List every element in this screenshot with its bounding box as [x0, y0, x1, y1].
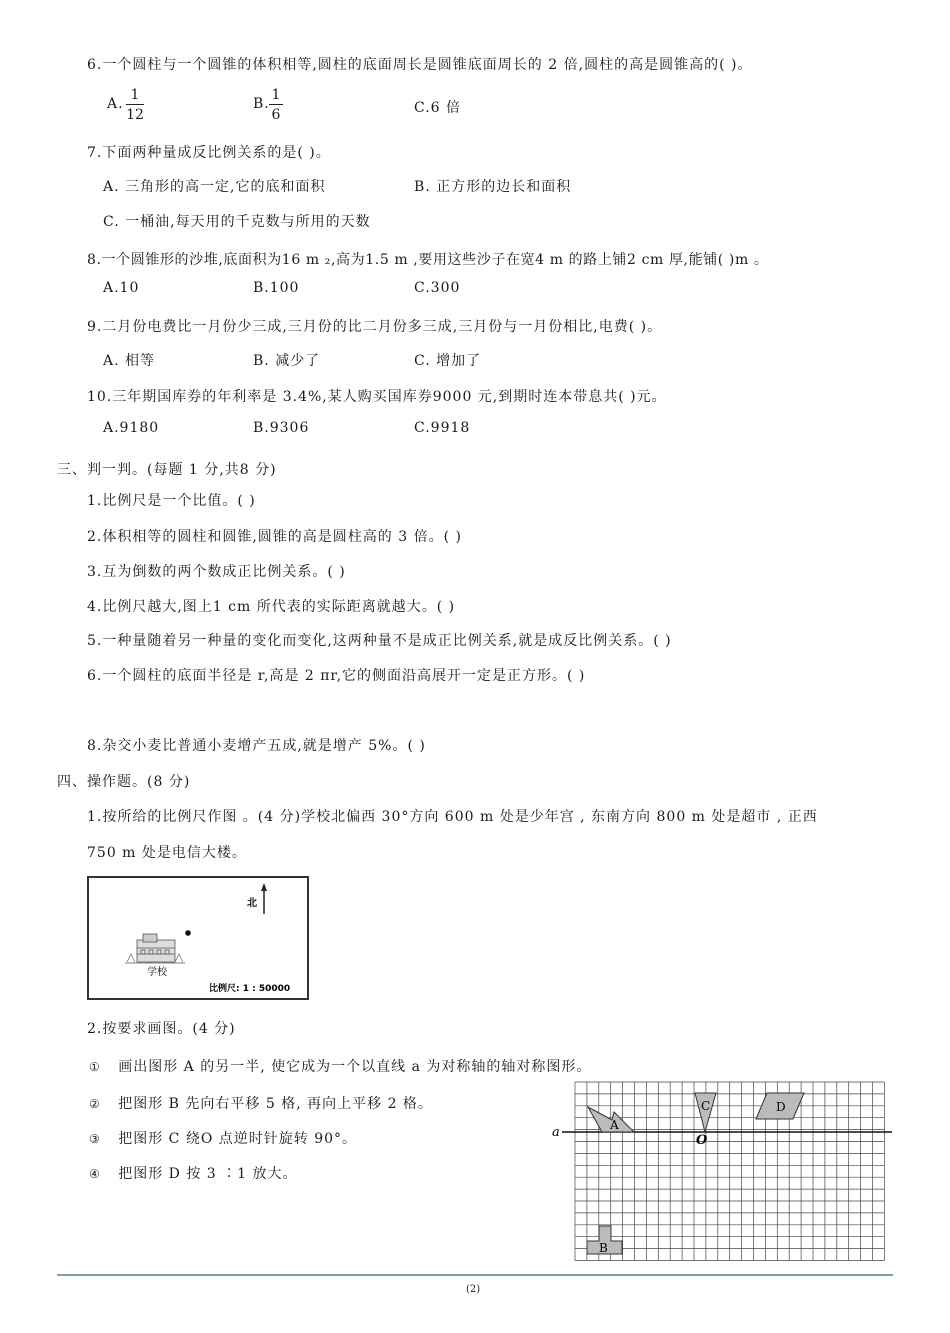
axis-label: a — [552, 1125, 560, 1140]
judge-item: 3.互为倒数的两个数成正比例关系。( ) — [87, 564, 346, 580]
q6-option-c: C.6 倍 — [414, 100, 462, 116]
fraction-numerator: 1 — [271, 87, 281, 103]
q8-option-c: C.300 — [414, 280, 461, 296]
judge-item: 5.一种量随着另一种量的变化而变化,这两种量不是成正比例关系,就是成反比例关系。( ) — [87, 633, 672, 649]
q6-option-b-label: B. — [253, 96, 270, 112]
operation-q1-text: 1.按所给的比例尺作图 。(4 分)学校北偏西 30°方向 600 m 处是少年宫 , 东南方向 800 m 处是超市 , 正西 — [87, 809, 818, 825]
section4-title: 四、操作题。(8 分) — [57, 774, 191, 790]
judge-item: 2.体积相等的圆柱和圆锥,圆锥的高是圆柱高的 3 倍。( ) — [87, 529, 462, 545]
north-label: 北 — [247, 898, 257, 909]
task-item — [89, 1056, 591, 1076]
fraction-numerator: 1 — [130, 87, 140, 103]
q9-option-b: B. 减少了 — [253, 353, 321, 369]
map-drawing — [89, 878, 307, 998]
task-text: 把图形 B 先向右平移 5 格, 再向上平移 2 格。 — [118, 1096, 433, 1112]
task-text: 把图形 D 按 3 ∶1 放大。 — [118, 1166, 298, 1182]
q7-option-b: B. 正方形的边长和面积 — [414, 179, 572, 195]
task-item — [89, 1093, 433, 1113]
shape-label: B — [599, 1241, 608, 1255]
map-scale-label: 比例尺: 1 : 50000 — [209, 984, 291, 994]
task-number: ③ — [89, 1132, 101, 1146]
task-item — [89, 1163, 298, 1183]
q6-option-a — [107, 96, 124, 112]
shape-label: C — [701, 1099, 711, 1113]
point-o-label: O — [696, 1133, 708, 1148]
q10-option-c: C.9918 — [414, 420, 471, 436]
judge-item: 4.比例尺越大,图上1 cm 所代表的实际距离就越大。( ) — [87, 599, 456, 615]
school-point — [185, 930, 191, 936]
fraction-denominator: 6 — [271, 107, 281, 123]
task-number: ② — [89, 1097, 101, 1111]
q9-option-a: A. 相等 — [103, 353, 156, 369]
shape-label: D — [776, 1100, 786, 1114]
operation-q1-text-cont: 750 m 处是电信大楼。 — [87, 845, 247, 861]
q7-stem: 7.下面两种量成反比例关系的是( )。 — [87, 145, 331, 161]
footer-rule — [57, 1274, 893, 1276]
q9-option-c: C. 增加了 — [414, 353, 482, 369]
task-number: ① — [89, 1060, 101, 1074]
q10-option-b: B.9306 — [253, 420, 310, 436]
q6-option-b — [253, 96, 270, 112]
fraction-denominator: 12 — [126, 107, 144, 123]
school-label: 学校 — [147, 967, 167, 978]
fraction-bar — [126, 104, 144, 105]
q7-option-c: C. 一桶油,每天用的千克数与所用的天数 — [103, 214, 371, 230]
task-text: 画出图形 A 的另一半, 使它成为一个以直线 a 为对称轴的轴对称图形。 — [118, 1059, 592, 1075]
shape-label: A — [610, 1118, 619, 1132]
judge-item: 8.杂交小麦比普通小麦增产五成,就是增产 5%。( ) — [87, 738, 426, 754]
judge-item: 1.比例尺是一个比值。( ) — [87, 493, 256, 509]
q10-option-a: A.9180 — [103, 420, 160, 436]
task-number: ④ — [89, 1167, 101, 1181]
page-number: (2) — [466, 1284, 481, 1295]
q10-stem: 10.三年期国库券的年利率是 3.4%,某人购买国库券9000 元,到期时连本带息共( )元。 — [87, 389, 667, 405]
q6-option-a-label: A. — [107, 96, 124, 112]
task-item — [89, 1128, 357, 1148]
judge-item: 6.一个圆柱的底面半径是 r,高是 2 πr,它的侧面沿高展开一定是正方形。( ) — [87, 668, 586, 684]
school-building-icon — [125, 934, 185, 963]
q6-stem: 6.一个圆柱与一个圆锥的体积相等,圆柱的底面周长是圆锥底面周长的 2 倍,圆柱的高是圆锥高的( )。 — [87, 57, 753, 73]
section3-title: 三、判一判。(每题 1 分,共8 分) — [57, 462, 277, 478]
q6-option-b-fraction — [269, 87, 283, 123]
q7-option-a: A. 三角形的高一定,它的底和面积 — [103, 179, 326, 195]
q8-option-a: A.10 — [103, 280, 140, 296]
q9-stem: 9.二月份电费比一月份少三成,三月份的比二月份多三成,三月份与一月份相比,电费( )。 — [87, 319, 663, 335]
task-text: 把图形 C 绕O 点逆时针旋转 90°。 — [118, 1131, 358, 1147]
operation-q2-title: 2.按要求画图。(4 分) — [87, 1021, 236, 1037]
square-grid — [575, 1082, 884, 1261]
north-arrow-head — [261, 883, 267, 891]
q8-stem: 8.一个圆锥形的沙堆,底面积为16 m ₂,高为1.5 m ,要用这些沙子在宽4 m 的路上铺2 cm 厚,能铺( )m 。 — [87, 252, 769, 268]
q8-option-b: B.100 — [253, 280, 300, 296]
fraction-bar — [269, 104, 283, 105]
scale-map-figure — [87, 876, 309, 1000]
grid-figure — [550, 1076, 895, 1270]
q6-option-a-fraction — [126, 87, 144, 123]
